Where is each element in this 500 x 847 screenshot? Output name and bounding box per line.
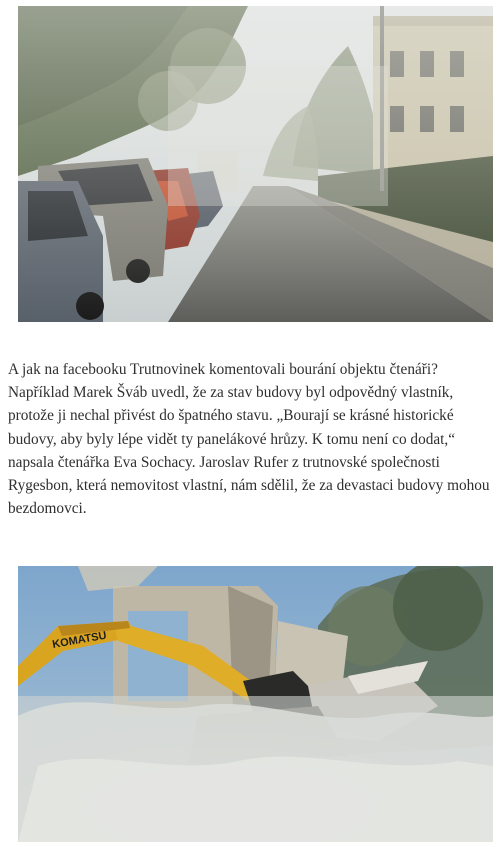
street-photo [18, 6, 493, 322]
demolition-photo [18, 566, 493, 842]
street-photo-image [18, 6, 493, 322]
article-paragraph: A jak na facebooku Trutnovinek komentovali bourání objektu čtenáři? Například Marek Šváb uvedl, že za stav budovy byl odpovědný vlastník, protože ji nechal přivést do špatného stavu. „Bourají se krásné historické budovy, aby byly lépe vidět ty panelákové hrůzy. K tomu není co dodat,“ napsala čtenářka Eva Sochacy. Jaroslav Rufer z trutnovské společnosti Rygesbon, která nemovitost vlastní, nám sdělil, že za devastaci budovy mohou bezdomovci. [8, 361, 490, 518]
demolition-photo-image [18, 566, 493, 842]
excavator-brand: KOMATSU [51, 629, 108, 651]
